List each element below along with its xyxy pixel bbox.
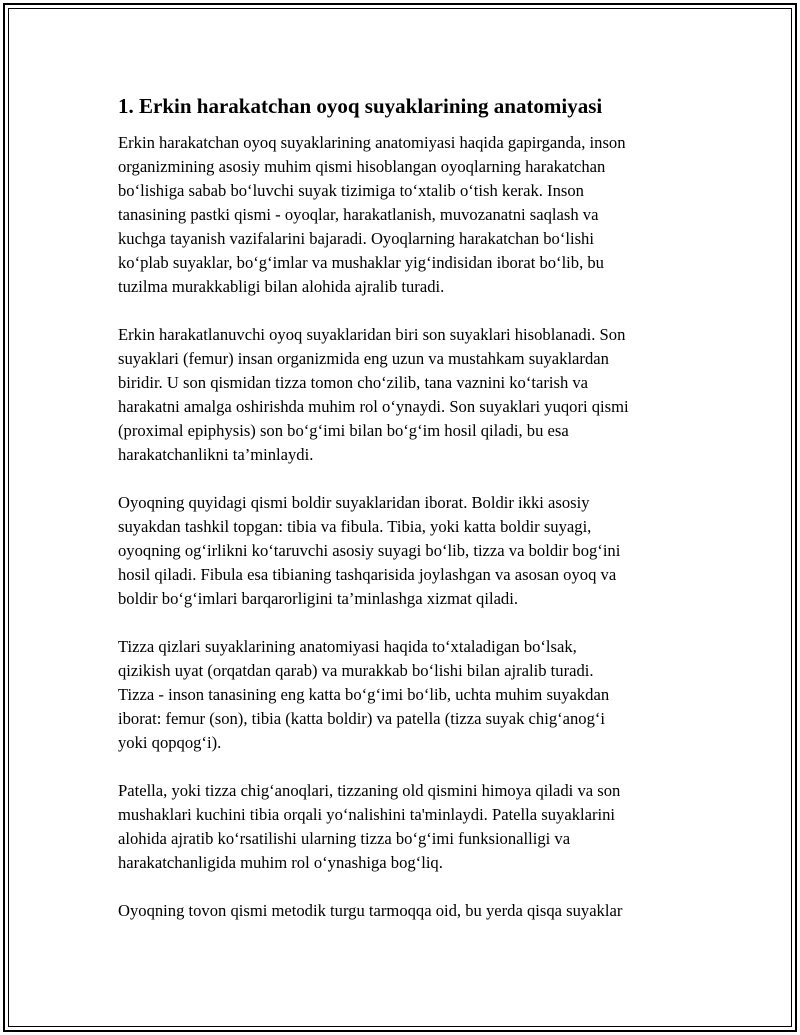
document-body xyxy=(118,92,688,947)
text-line: boldir bo‘g‘imlari barqarorligini ta’minlashga xizmat qiladi. xyxy=(118,589,518,608)
text-line: biridir. U son qismidan tizza tomon cho‘zilib, tana vaznini ko‘tarish va xyxy=(118,373,589,392)
text-line: suyakdan tashkil topgan: tibia va fibula. Tibia, yoki katta boldir suyagi, xyxy=(118,517,592,536)
text-line: qizikish uyat (orqatdan qarab) va murakkab bo‘lishi bilan ajralib turadi. xyxy=(118,661,594,680)
text-line: Tizza qizlari suyaklarining anatomiyasi haqida to‘xtaladigan bo‘lsak, xyxy=(118,637,577,656)
text-line: suyaklari (femur) insan organizmida eng uzun va mustahkam suyaklardan xyxy=(118,349,609,368)
text-line: Patella, yoki tizza chig‘anoqlari, tizzaning old qismini himoya qiladi va son xyxy=(118,781,621,800)
text-line: Tizza - inson tanasining eng katta bo‘g‘imi bo‘lib, uchta muhim suyakdan xyxy=(118,685,610,704)
text-line: ko‘plab suyaklar, bo‘g‘imlar va mushaklar yig‘indisidan iborat bo‘lib, bu xyxy=(118,253,604,272)
text-line: Erkin harakatchan oyoq suyaklarining anatomiyasi haqida gapirganda, inson xyxy=(118,133,626,152)
text-line: Oyoqning quyidagi qismi boldir suyaklaridan iborat. Boldir ikki asosiy xyxy=(118,493,590,512)
text-line: oyoqning og‘irlikni ko‘taruvchi asosiy suyagi bo‘lib, tizza va boldir bog‘ini xyxy=(118,541,621,560)
text-line: Oyoqning tovon qismi metodik turgu tarmoqqa oid, bu yerda qisqa suyaklar xyxy=(118,901,623,920)
text-line: hosil qiladi. Fibula esa tibianing tashqarisida joylashgan va asosan oyoq va xyxy=(118,565,617,584)
text-line: alohida ajratib ko‘rsatilishi ularning tizza bo‘g‘imi funksionalligi va xyxy=(118,829,571,848)
text-line: Erkin harakatlanuvchi oyoq suyaklaridan biri son suyaklari hisoblanadi. Son xyxy=(118,325,626,344)
text-line: tanasining pastki qismi - oyoqlar, harakatlanish, muvozanatni saqlash va xyxy=(118,205,599,224)
paragraph-5 xyxy=(118,779,688,875)
text-line: bo‘lishiga sabab bo‘luvchi suyak tizimiga to‘xtalib o‘tish kerak. Inson xyxy=(118,181,584,200)
paragraph-3 xyxy=(118,491,688,611)
paragraph-4 xyxy=(118,635,688,755)
paragraph-1 xyxy=(118,131,688,299)
text-line: kuchga tayanish vazifalarini bajaradi. Oyoqlarning harakatchan bo‘lishi xyxy=(118,229,594,248)
text-line: harakatchanligida muhim rol o‘ynashiga bog‘liq. xyxy=(118,853,443,872)
text-line: organizmining asosiy muhim qismi hisoblangan oyoqlarning harakatchan xyxy=(118,157,606,176)
paragraph-2 xyxy=(118,323,688,467)
text-line: harakatni amalga oshirishda muhim rol o‘ynaydi. Son suyaklari yuqori qismi xyxy=(118,397,629,416)
paragraph-6 xyxy=(118,899,688,923)
text-line: iborat: femur (son), tibia (katta boldir) va patella (tizza suyak chig‘anog‘i xyxy=(118,709,606,728)
text-line: tuzilma murakkabligi bilan alohida ajralib turadi. xyxy=(118,277,445,296)
text-line: mushaklari kuchini tibia orqali yo‘nalishini ta'minlaydi. Patella suyaklarini xyxy=(118,805,616,824)
text-line: (proximal epiphysis) son bo‘g‘imi bilan bo‘g‘im hosil qiladi, bu esa xyxy=(118,421,569,440)
section-title: 1. Erkin harakatchan oyoq suyaklarining anatomiyasi xyxy=(118,94,603,118)
text-line: harakatchanlikni ta’minlaydi. xyxy=(118,445,314,464)
text-line: yoki qopqog‘i). xyxy=(118,733,222,752)
